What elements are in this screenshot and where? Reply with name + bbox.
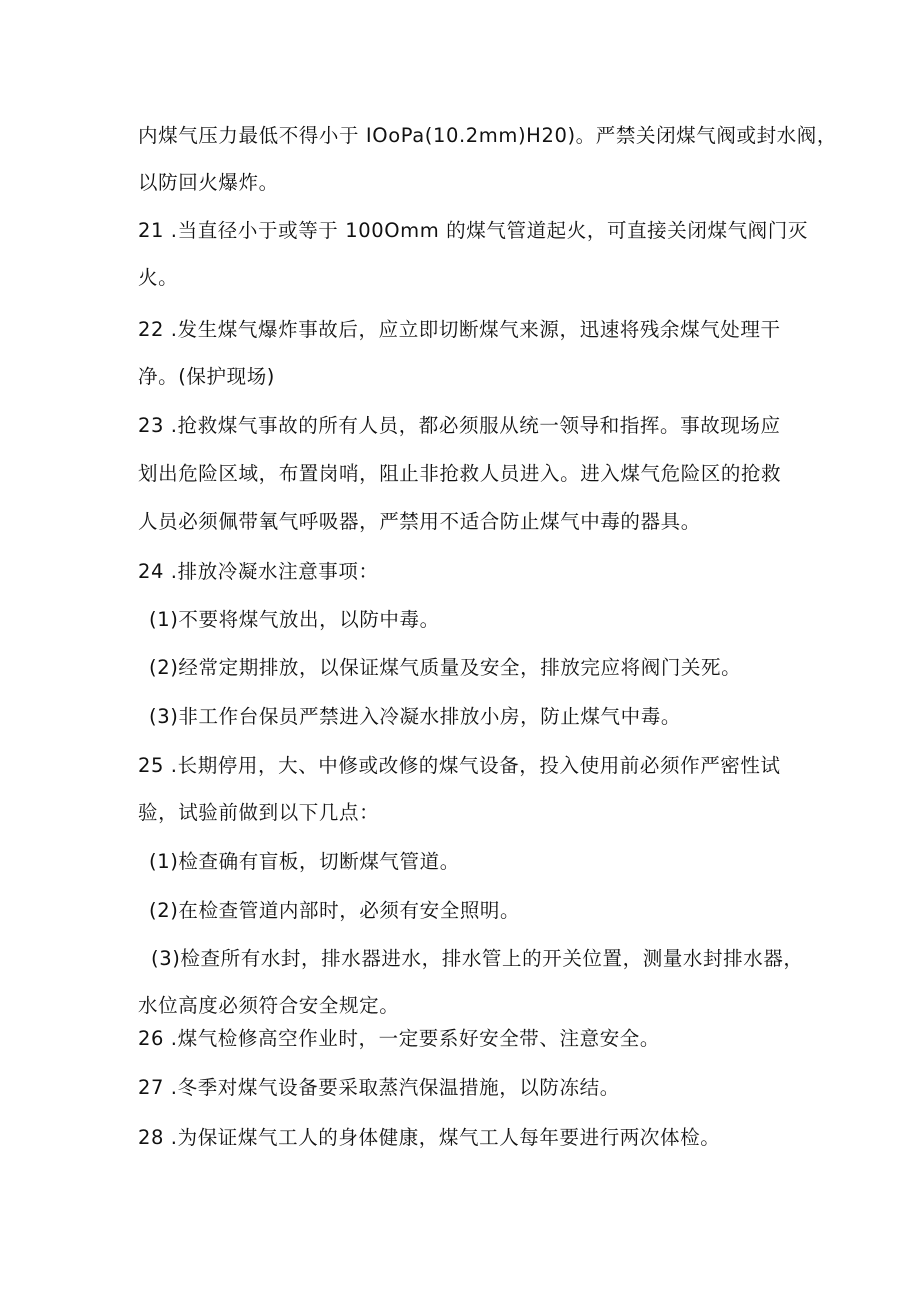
text-line: 火。 [138, 266, 179, 289]
text-line: (2)在检查管道内部时，必须有安全照明。 [149, 899, 521, 922]
text-line: (3)检查所有水封，排水器进水，排水管上的开关位置，测量水封排水器， [151, 947, 804, 970]
text-line: 内煤气压力最低不得小于 IOoPa(10.2mm)H20)。严禁关闭煤气阀或封水阀， [138, 124, 837, 147]
text-line: 26 .煤气检修高空作业时，一定要系好安全带、注意安全。 [138, 1027, 661, 1050]
text-line: 24 .排放冷凝水注意事项： [138, 560, 379, 583]
text-line: 净。(保护现场) [138, 365, 276, 388]
text-line: (3)非工作台保员严禁进入冷凝水排放小房，防止煤气中毒。 [149, 705, 681, 728]
text-line: (2)经常定期排放，以保证煤气质量及安全，排放完应将阀门关死。 [149, 656, 742, 679]
text-line: 21 .当直径小于或等于 100Omm 的煤气管道起火，可直接关闭煤气阀门灭 [138, 219, 808, 242]
text-line: 25 .长期停用，大、中修或改修的煤气设备，投入使用前必须作严密性试 [138, 754, 781, 777]
text-line: 验，试验前做到以下几点： [138, 801, 380, 824]
text-line: 水位高度必须符合安全规定。 [138, 994, 400, 1017]
text-line: 以防回火爆炸。 [138, 171, 279, 194]
text-line: (1)不要将煤气放出，以防中毒。 [149, 608, 440, 631]
text-line: 人员必须佩带氧气呼吸器，严禁用不适合防止煤气中毒的器具。 [138, 510, 701, 533]
text-line: 23 .抢救煤气事故的所有人员，都必须服从统一领导和指挥。事故现场应 [138, 414, 781, 437]
text-line: 27 .冬季对煤气设备要采取蒸汽保温措施，以防冻结。 [138, 1076, 620, 1099]
text-line: 划出危险区域，布置岗哨，阻止非抢救人员进入。进入煤气危险区的抢救 [138, 462, 782, 485]
text-line: 22 .发生煤气爆炸事故后，应立即切断煤气来源，迅速将残余煤气处理干 [138, 318, 781, 341]
text-line: (1)检查确有盲板，切断煤气管道。 [149, 850, 460, 873]
text-line: 28 .为保证煤气工人的身体健康，煤气工人每年要进行两次体检。 [138, 1126, 721, 1149]
